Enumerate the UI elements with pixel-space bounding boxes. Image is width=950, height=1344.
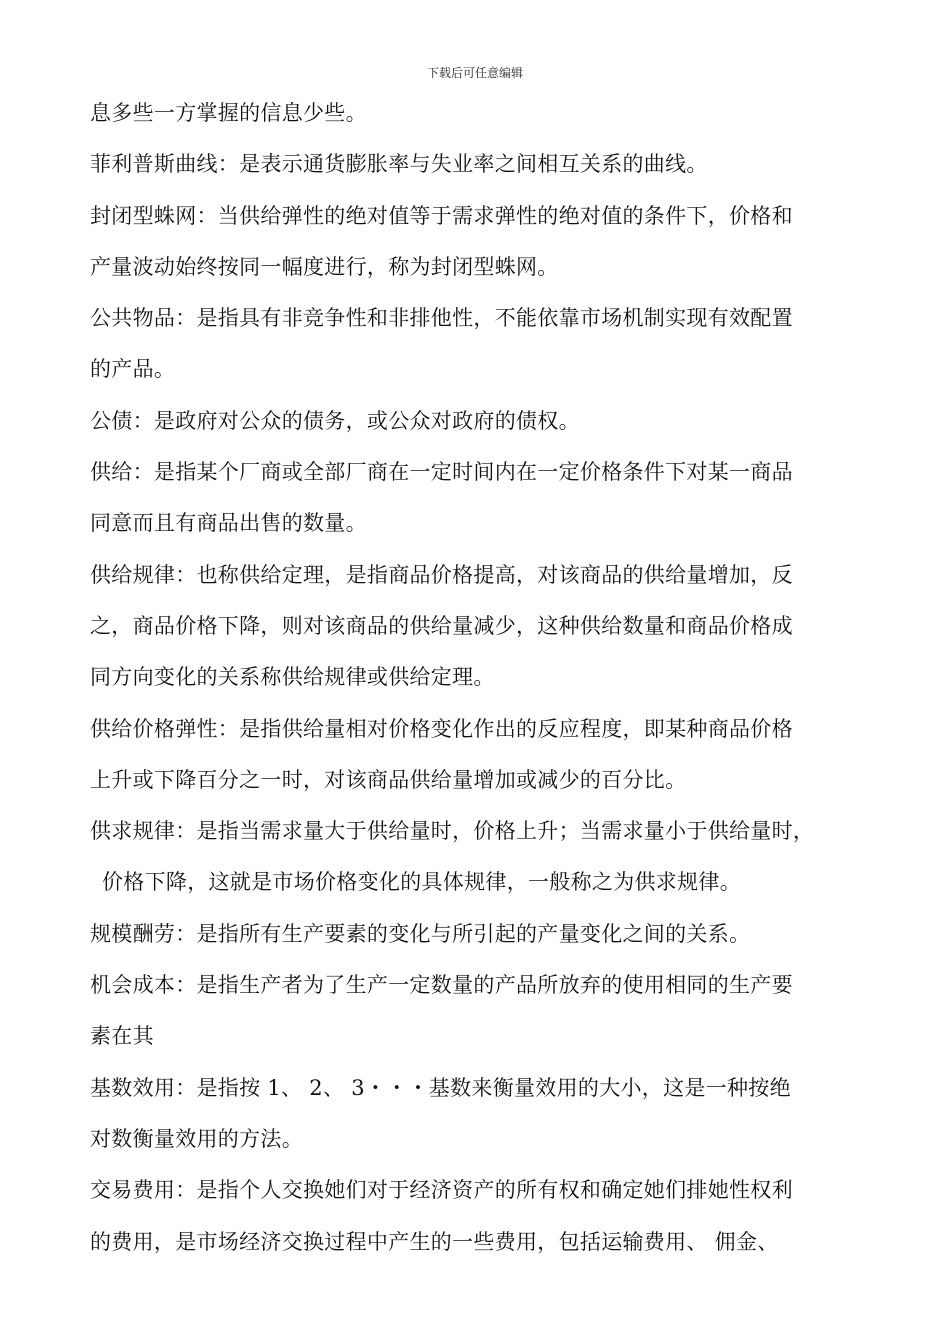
- text-line: 菲利普斯曲线：是表示通货膨胀率与失业率之间相互关系的曲线。: [90, 152, 708, 177]
- text-line: 封闭型蛛网：当供给弹性的绝对值等于需求弹性的绝对值的条件下，价格和: [90, 203, 793, 228]
- text-line: 的产品。: [90, 357, 176, 382]
- text-line: 交易费用：是指个人交换她们对于经济资产的所有权和确定她们排她性权利: [90, 1178, 793, 1203]
- text-line: 机会成本：是指生产者为了生产一定数量的产品所放弃的使用相同的生产要: [90, 973, 793, 998]
- text-line: 供给规律：也称供给定理，是指商品价格提高，对该商品的供给量增加，反: [90, 562, 793, 587]
- text-line: 规模酬劳：是指所有生产要素的变化与所引起的产量变化之间的关系。: [90, 921, 751, 946]
- text-line: 对数衡量效用的方法。: [90, 1126, 303, 1151]
- text-line: 同意而且有商品出售的数量。: [90, 511, 367, 536]
- text-line: 产量波动始终按同一幅度进行，称为封闭型蛛网。: [90, 254, 559, 279]
- text-line: 供求规律：是指当需求量大于供给量时，价格上升；当需求量小于供给量时，: [90, 819, 815, 844]
- text-line: 素在其: [90, 1024, 154, 1049]
- text-line: 之，商品价格下降，则对该商品的供给量减少，这种供给数量和商品价格成: [90, 613, 793, 638]
- text-line: 上升或下降百分之一时，对该商品供给量增加或减少的百分比。: [90, 767, 687, 792]
- text-line: 供给：是指某个厂商或全部厂商在一定时间内在一定价格条件下对某一商品: [90, 460, 793, 485]
- text-line: 供给价格弹性：是指供给量相对价格变化作出的反应程度，即某种商品价格: [90, 716, 793, 741]
- text-line: 价格下降，这就是市场价格变化的具体规律，一般称之为供求规律。: [102, 870, 741, 895]
- text-line: 公债：是政府对公众的债务，或公众对政府的债权。: [90, 408, 580, 433]
- text-line: 公共物品：是指具有非竞争性和非排他性，不能依靠市场机制实现有效配置: [90, 306, 793, 331]
- text-line: 同方向变化的关系称供给规律或供给定理。: [90, 665, 495, 690]
- page-header: 下载后可任意编辑: [426, 66, 523, 80]
- text-line: 息多些一方掌握的信息少些。: [90, 101, 367, 125]
- text-line: 基数效用：是指按 1、 2、 3・・・基数来衡量效用的大小，这是一种按绝: [90, 1075, 791, 1100]
- document-body: [90, 88, 865, 1268]
- text-line: 的费用，是市场经济交换过程中产生的一些费用，包括运输费用、 佣金、: [90, 1229, 779, 1254]
